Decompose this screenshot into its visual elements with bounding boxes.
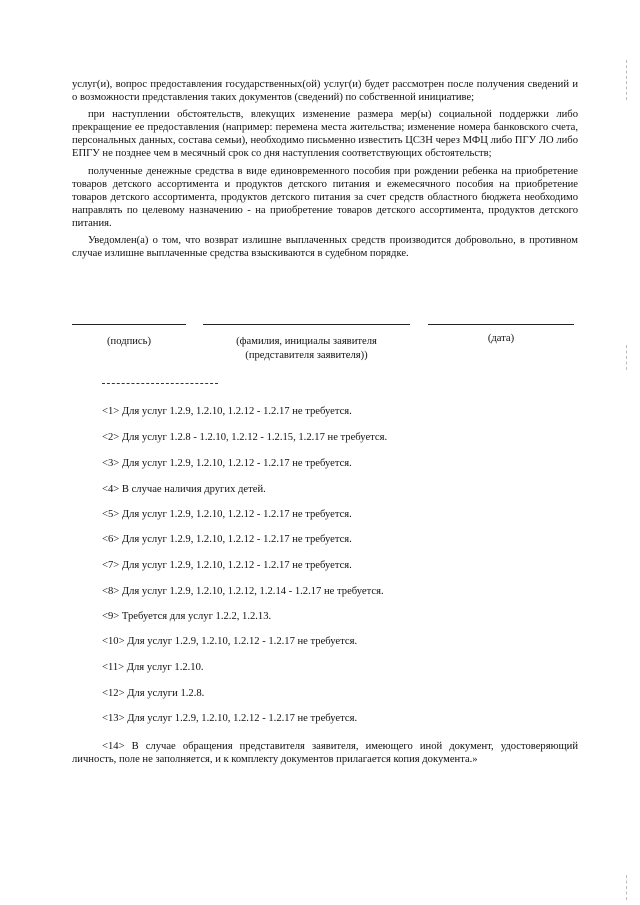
footnote-4: <4> В случае наличия других детей. <box>102 484 266 495</box>
name-caption-line1: (фамилия, инициалы заявителя <box>236 336 377 347</box>
footnote-8: <8> Для услуг 1.2.9, 1.2.10, 1.2.12, 1.2.14 - 1.2.17 не требуется. <box>102 586 384 597</box>
footnote-3: <3> Для услуг 1.2.9, 1.2.10, 1.2.12 - 1.2.17 не требуется. <box>102 458 352 469</box>
footnote-14: <14> В случае обращения представителя заявителя, имеющего иной документ, удостоверяющий личность, поле не заполняется, и к комплекту документов прилагается копия документа.» <box>72 741 578 765</box>
footnote-6: <6> Для услуг 1.2.9, 1.2.10, 1.2.12 - 1.2.17 не требуется. <box>102 534 352 545</box>
footnote-separator <box>102 383 218 384</box>
signature-line <box>72 324 186 325</box>
paragraph-continuation: услуг(и), вопрос предоставления государственных(ой) услуг(и) будет рассмотрен после получения сведений и о возможности представления таких документов (сведений) по собственной инициативе; <box>72 79 578 103</box>
paragraph-notify-changes: при наступлении обстоятельств, влекущих изменение размера мер(ы) социальной поддержки либо прекращение ее предоставления (например: перемена места жительства; изменение номера банковского счета, персональных данных, состава семьи), необходимо письменно известить ЦСЗН через МФЦ либо ПГУ ЛО либо ЕПГУ не позднее чем в месячный срок со дня наступления соответствующих обстоятельств; <box>72 109 578 159</box>
footnote-1: <1> Для услуг 1.2.9, 1.2.10, 1.2.12 - 1.2.17 не требуется. <box>102 406 352 417</box>
body-text <box>72 78 578 260</box>
scan-edge-mark-top <box>626 60 627 100</box>
footnote-5: <5> Для услуг 1.2.9, 1.2.10, 1.2.12 - 1.2.17 не требуется. <box>102 509 352 520</box>
name-line <box>203 324 410 325</box>
footnote-2: <2> Для услуг 1.2.8 - 1.2.10, 1.2.12 - 1.2.15, 1.2.17 не требуется. <box>102 432 388 443</box>
footnote-7: <7> Для услуг 1.2.9, 1.2.10, 1.2.12 - 1.2.17 не требуется. <box>102 560 352 571</box>
footnote-12: <12> Для услуги 1.2.8. <box>102 688 205 699</box>
date-line <box>428 324 574 325</box>
signature-caption: (подпись) <box>107 336 151 347</box>
name-caption-line2: (представителя заявителя)) <box>245 350 368 361</box>
scan-edge-mark-bottom <box>626 875 627 900</box>
scan-edge-mark-middle <box>626 345 627 370</box>
footnote-11: <11> Для услуг 1.2.10. <box>102 662 204 673</box>
footnote-13: <13> Для услуг 1.2.9, 1.2.10, 1.2.12 - 1.2.17 не требуется. <box>102 713 358 724</box>
paragraph-refund-notice: Уведомлен(а) о том, что возврат излишне выплаченных средств производится добровольно, в противном случае излишне выплаченные средства взыскиваются в судебном порядке. <box>72 235 578 259</box>
date-caption: (дата) <box>487 333 515 344</box>
footnote-10: <10> Для услуг 1.2.9, 1.2.10, 1.2.12 - 1.2.17 не требуется. <box>102 636 358 647</box>
footnote-9: <9> Требуется для услуг 1.2.2, 1.2.13. <box>102 611 272 622</box>
paragraph-funds-usage: полученные денежные средства в виде единовременного пособия при рождении ребенка на приобретение товаров детского ассортимента и продуктов детского питания и ежемесячного пособия на приобретение товаров детского ассортимента, продуктов детского питания за счет средств областного бюджета необходимо направлять по целевому назначению - на приобретение товаров детского ассортимента, продуктов детского питания. <box>72 166 578 229</box>
